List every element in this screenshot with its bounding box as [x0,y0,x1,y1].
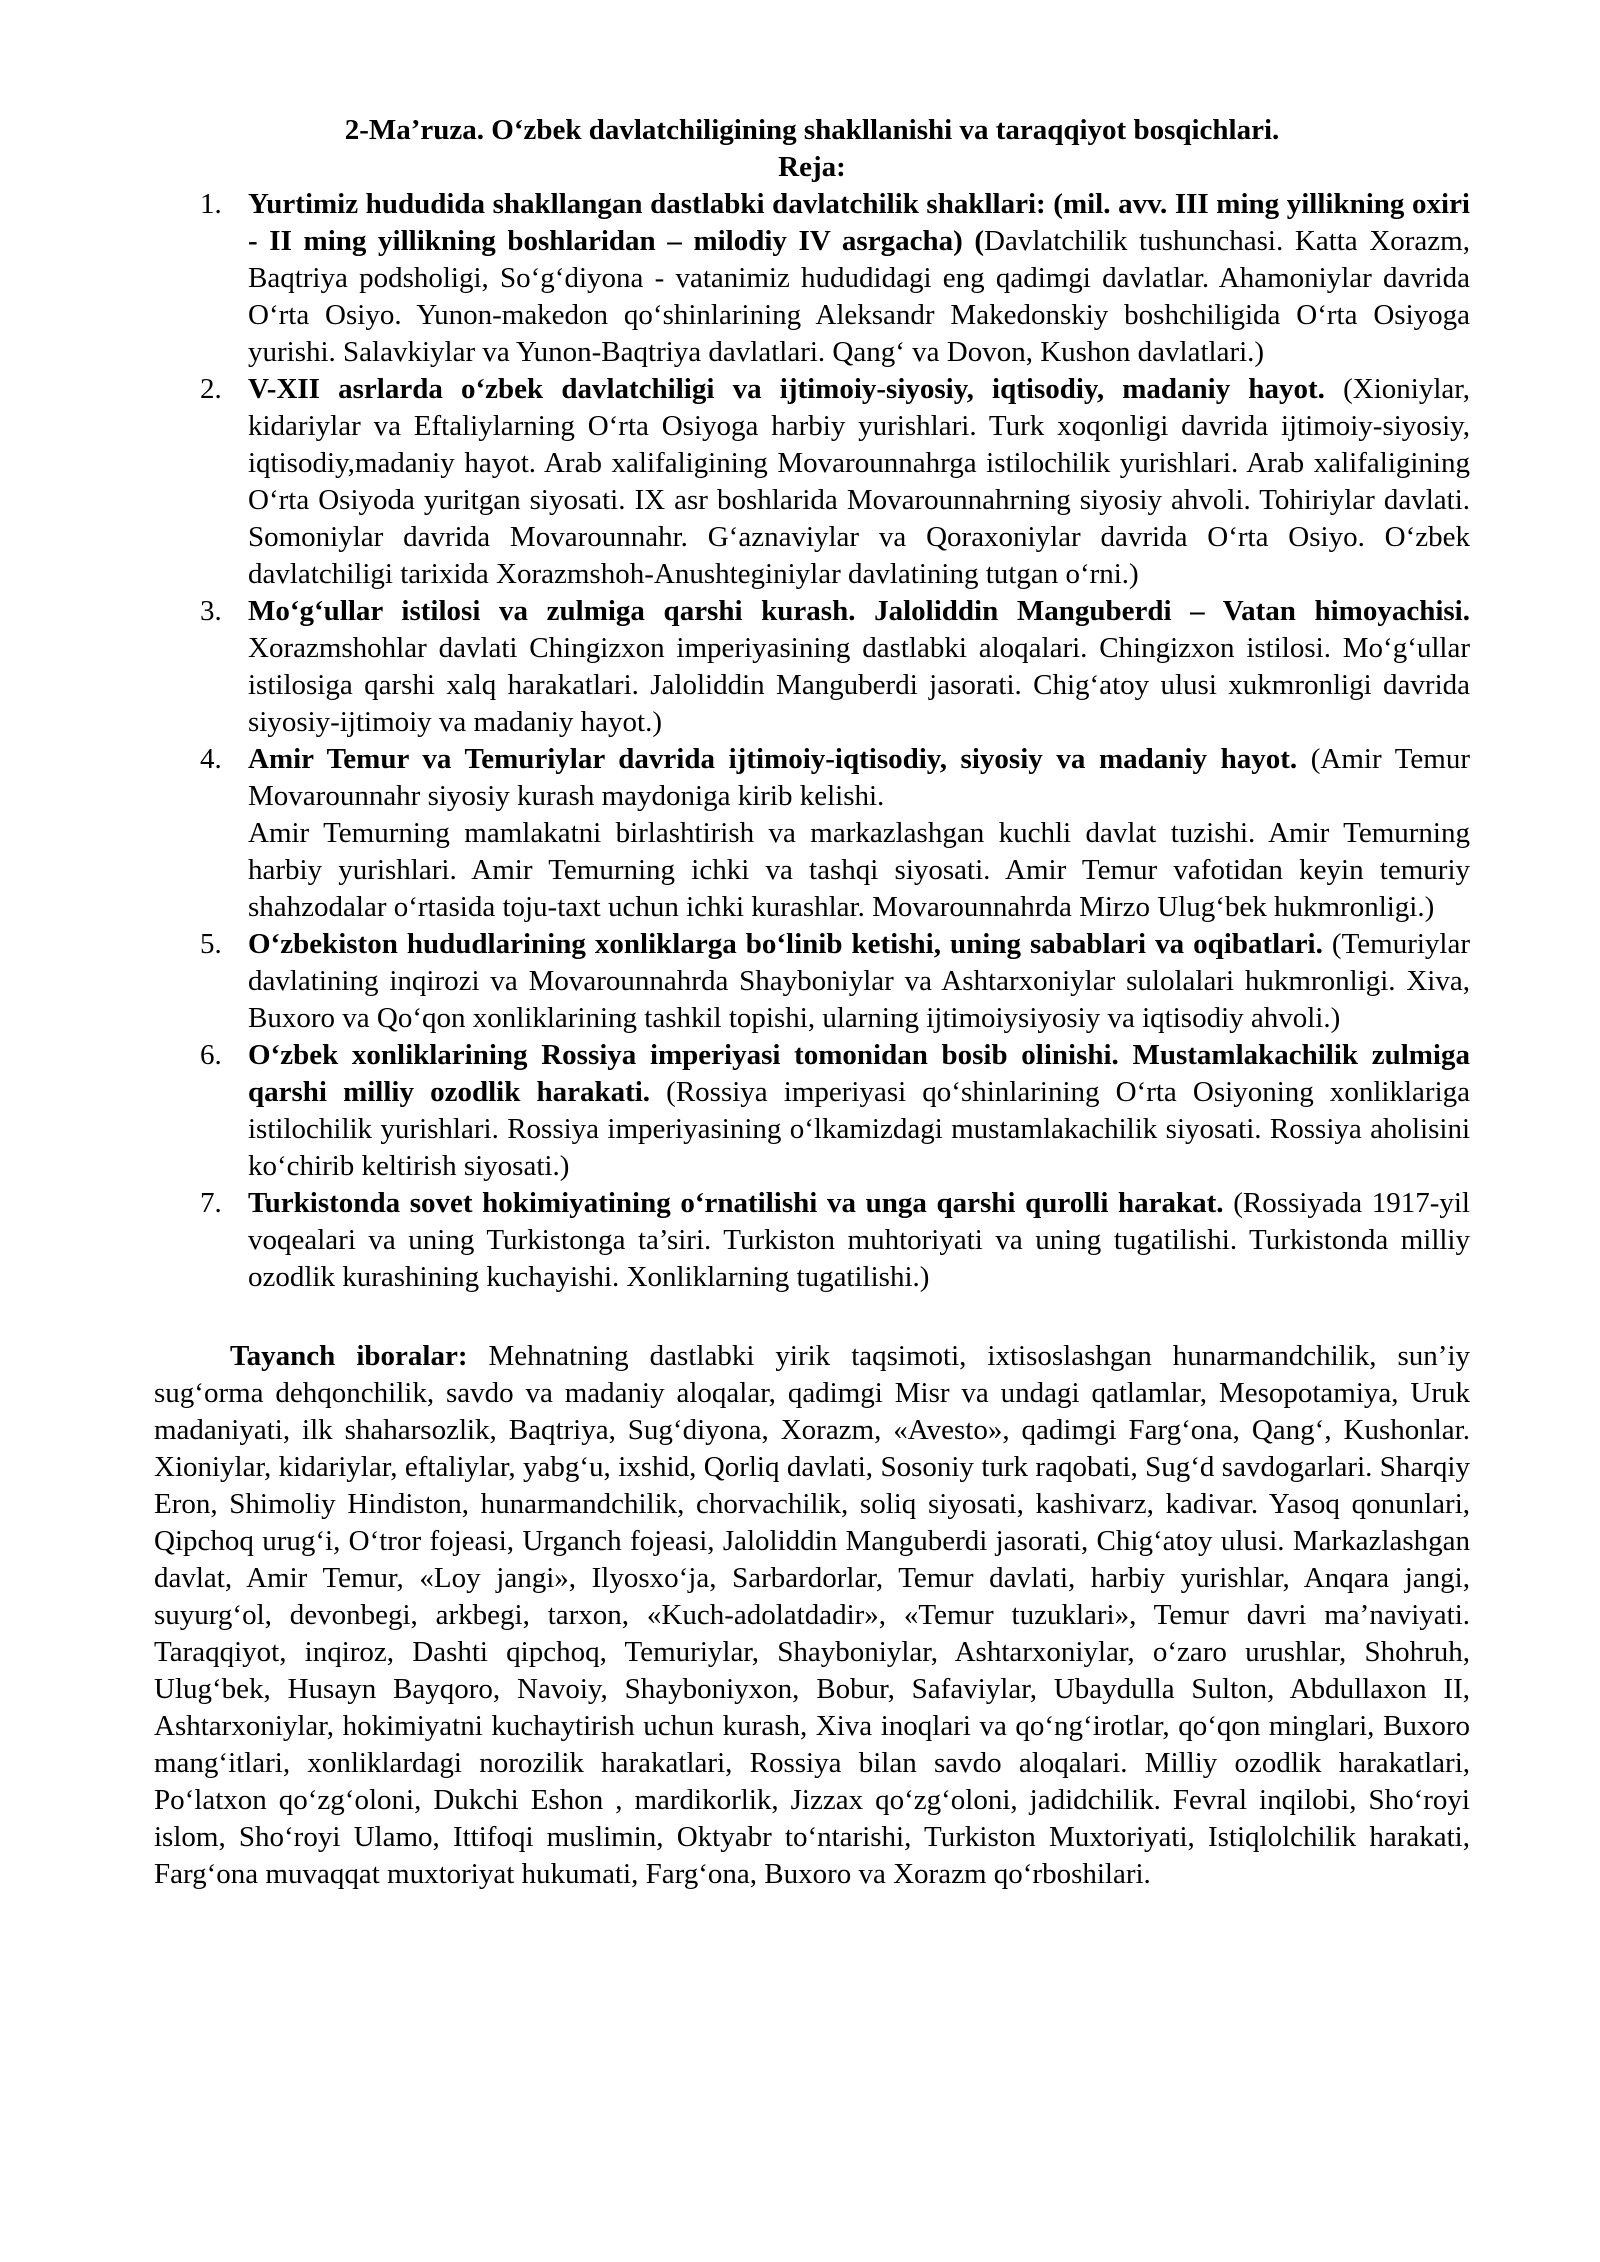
list-number: 1. [200,188,222,220]
plan-heading: Reja: [778,151,846,183]
plan-item-heading: Amir Temur va Temuriylar davrida ijtimoiy-iqtisodiy, siyosiy va madaniy hayot. [248,743,1298,775]
plan-item-text-continued: Amir Temurning mamlakatni birlashtirish va markazlashgan kuchli davlat tuzishi. Amir Temurning harbiy yurishlari. Amir Temurning ichki va tashqi siyosati. Amir Temur vafotidan keyin temuriy shahzodalar o‘rtasida toju-taxt uchun ichki kurashlar. Movarounnahrda Mirzo Ulug‘bek hukmronligi.) [248,817,1470,923]
plan-item-3 [154,593,1470,741]
plan-list [154,186,1470,1296]
plan-item-text: (Xioniylar, kidariylar va Eftaliylarning O‘rta Osiyoga harbiy yurishlari. Turk xoqonligi davrida ijtimoiy-siyosiy, iqtisodiy,madaniy hayot. Arab xalifaligining Movarounnahrga istilochilik yurishlari. Arab xalifaligining O‘rta Osiyoda yuritgan siyosati. IX asr boshlarida Movarounnahrning siyosiy ahvoli. Tohiriylar davlati. Somoniylar davrida Movarounnahr. G‘aznaviylar va Qoraxoniylar davrida O‘rta Osiyo. O‘zbek davlatchiligi tarixida Xorazmshoh-Anushteginiylar davlatining tutgan o‘rni.) [248,373,1470,590]
plan-item-7 [154,1185,1470,1296]
plan-item-2 [154,371,1470,593]
plan-item-heading: Turkistonda sovet hokimiyatining o‘rnatilishi va unga qarshi qurolli harakat. [248,1187,1224,1219]
plan-item-text: (Amir Temur Movarounnahr siyosiy kurash maydoniga kirib kelishi. [248,743,1471,812]
plan-item-heading: Yurtimiz hududida shakllangan dastlabki davlatchilik shakllari: (mil. avv. III ming yillikning oxiri - II ming yillikning boshlaridan – milodiy IV asrgacha) ( [248,188,1470,257]
keywords-text: Mehnatning dastlabki yirik taqsimoti, ixtisoslashgan hunarmandchilik, sun’iy sug‘orma dehqonchilik, savdo va madaniy aloqalar, qadimgi Misr va undagi qatlamlar, Mesopotamiya, Uruk madaniyati, ilk shaharsozlik, Baqtriya, Sug‘diyona, Xorazm, «Avesto», qadimgi Farg‘ona, Qang‘, Kushonlar. Xioniylar, kidariylar, eftaliylar, yabg‘u, ixshid, Qorliq davlati, Sosoniy turk raqobati, Sug‘d savdogarlari. Sharqiy Eron, Shimoliy Hindiston, hunarmandchilik, chorvachilik, soliq siyosati, kashivarz, kadivar. Yasoq qonunlari, Qipchoq urug‘i, O‘tror fojeasi, Urganch fojeasi, Jaloliddin Manguberdi jasorati, Chig‘atoy ulusi. Markazlashgan davlat, Amir Temur, «Loy jangi», Ilyosxo‘ja, Sarbardorlar, Temur davlati, harbiy yurishlar, Anqara jangi, suyurg‘ol, devonbegi, arkbegi, tarxon, «Kuch-adolatdadir», «Temur tuzuklari», Temur davri ma’naviyati. Taraqqiyot, inqiroz, Dashti qipchoq, Temuriylar, Shayboniylar, Ashtarxoniylar, o‘zaro urushlar, Shohruh, Ulug‘bek, Husayn Bayqoro, Navoiy, Shayboniyxon, Bobur, Safaviylar, Ubaydulla Sulton, Abdullaxon II, Ashtarxoniylar, hokimiyatni kuchaytirish uchun kurash, Xiva inoqlari va qo‘ng‘irotlar, qo‘qon minglari, Buxoro mang‘itlari, xonliklardagi norozilik harakatlari, Rossiya bilan savdo aloqalari. Milliy ozodlik harakatlari, Po‘latxon qo‘zg‘oloni, Dukchi Eshon , mardikorlik, Jizzax qo‘zg‘oloni, jadidchilik. Fevral inqilobi, Sho‘royi islom, Sho‘royi Ulamo, Ittifoqi muslimin, Oktyabr to‘ntarishi, Turkiston Muxtoriyati, Istiqlolchilik harakati, Farg‘ona muvaqqat muxtoriyat hukumati, Farg‘ona, Buxoro va Xorazm qo‘rboshilari. [154,1340,1471,1890]
plan-item-1 [154,186,1470,371]
plan-item-heading: Mo‘g‘ullar istilosi va zulmiga qarshi kurash. Jaloliddin Manguberdi – Vatan himoyachisi. [248,595,1470,627]
plan-item-text: (Rossiyada 1917-yil voqealari va uning Turkistonga ta’siri. Turkiston muhtoriyati va uning tugatilishi. Turkistonda milliy ozodlik kurashining kuchayishi. Xonliklarning tugatilishi.) [248,1187,1470,1293]
plan-item-6 [154,1037,1470,1185]
list-number: 4. [200,743,222,775]
plan-item-5 [154,926,1470,1037]
plan-item-heading: O‘zbekiston hududlarining xonliklarga bo‘linib ketishi, uning sabablari va oqibatlari. [248,928,1323,960]
list-number: 2. [200,373,222,405]
page-title: 2-Ma’ruza. O‘zbek davlatchiligining shakllanishi va taraqqiyot bosqichlari. [344,114,1280,146]
plan-item-text: Davlatchilik tushunchasi. Katta Xorazm, Baqtriya podsholigi, So‘g‘diyona - vatanimiz hududidagi eng qadimgi davlatlar. Ahamoniylar davrida O‘rta Osiyo. Yunon-makedon qo‘shinlarining Aleksandr Makedonskiy boshchiligida O‘rta Osiyoga yurishi. Salavkiylar va Yunon-Baqtriya davlatlari. Qang‘ va Dovon, Kushon davlatlari.) [248,225,1470,368]
list-number: 7. [200,1187,222,1219]
plan-item-heading: V-XII asrlarda o‘zbek davlatchiligi va ijtimoiy-siyosiy, iqtisodiy, madaniy hayot. [248,373,1325,405]
keywords-paragraph [154,1338,1470,1893]
keywords-label: Tayanch iboralar: [230,1340,468,1372]
list-number: 6. [200,1039,222,1071]
plan-item-text: (Temuriylar davlatining inqirozi va Movarounnahrda Shayboniylar va Ashtarxoniylar sulolalari hukmronligi. Xiva, Buxoro va Qo‘qon xonliklarining tashkil topishi, ularning ijtimoiysiyosiy va iqtisodiy ahvoli.) [248,928,1470,1034]
document-page [154,112,1470,1922]
list-number: 5. [200,928,222,960]
plan-item-heading: O‘zbek xonliklarining Rossiya imperiyasi tomonidan bosib olinishi. Mustamlakachilik zulmiga qarshi milliy ozodlik harakati. [248,1039,1470,1108]
plan-item-text: (Rossiya imperiyasi qo‘shinlarining O‘rta Osiyoning xonliklariga istilochilik yurishlari. Rossiya imperiyasining o‘lkamizdagi mustamlakachilik siyosati. Rossiya aholisini ko‘chirib keltirish siyosati.) [248,1076,1470,1182]
plan-item-4 [154,741,1470,926]
list-number: 3. [200,595,222,627]
plan-item-text: Xorazmshohlar davlati Chingizxon imperiyasining dastlabki aloqalari. Chingizxon istilosi. Mo‘g‘ullar istilosiga qarshi xalq harakatlari. Jaloliddin Manguberdi jasorati. Chig‘atoy ulusi xukmronligi davrida siyosiy-ijtimoiy va madaniy hayot.) [248,632,1470,738]
